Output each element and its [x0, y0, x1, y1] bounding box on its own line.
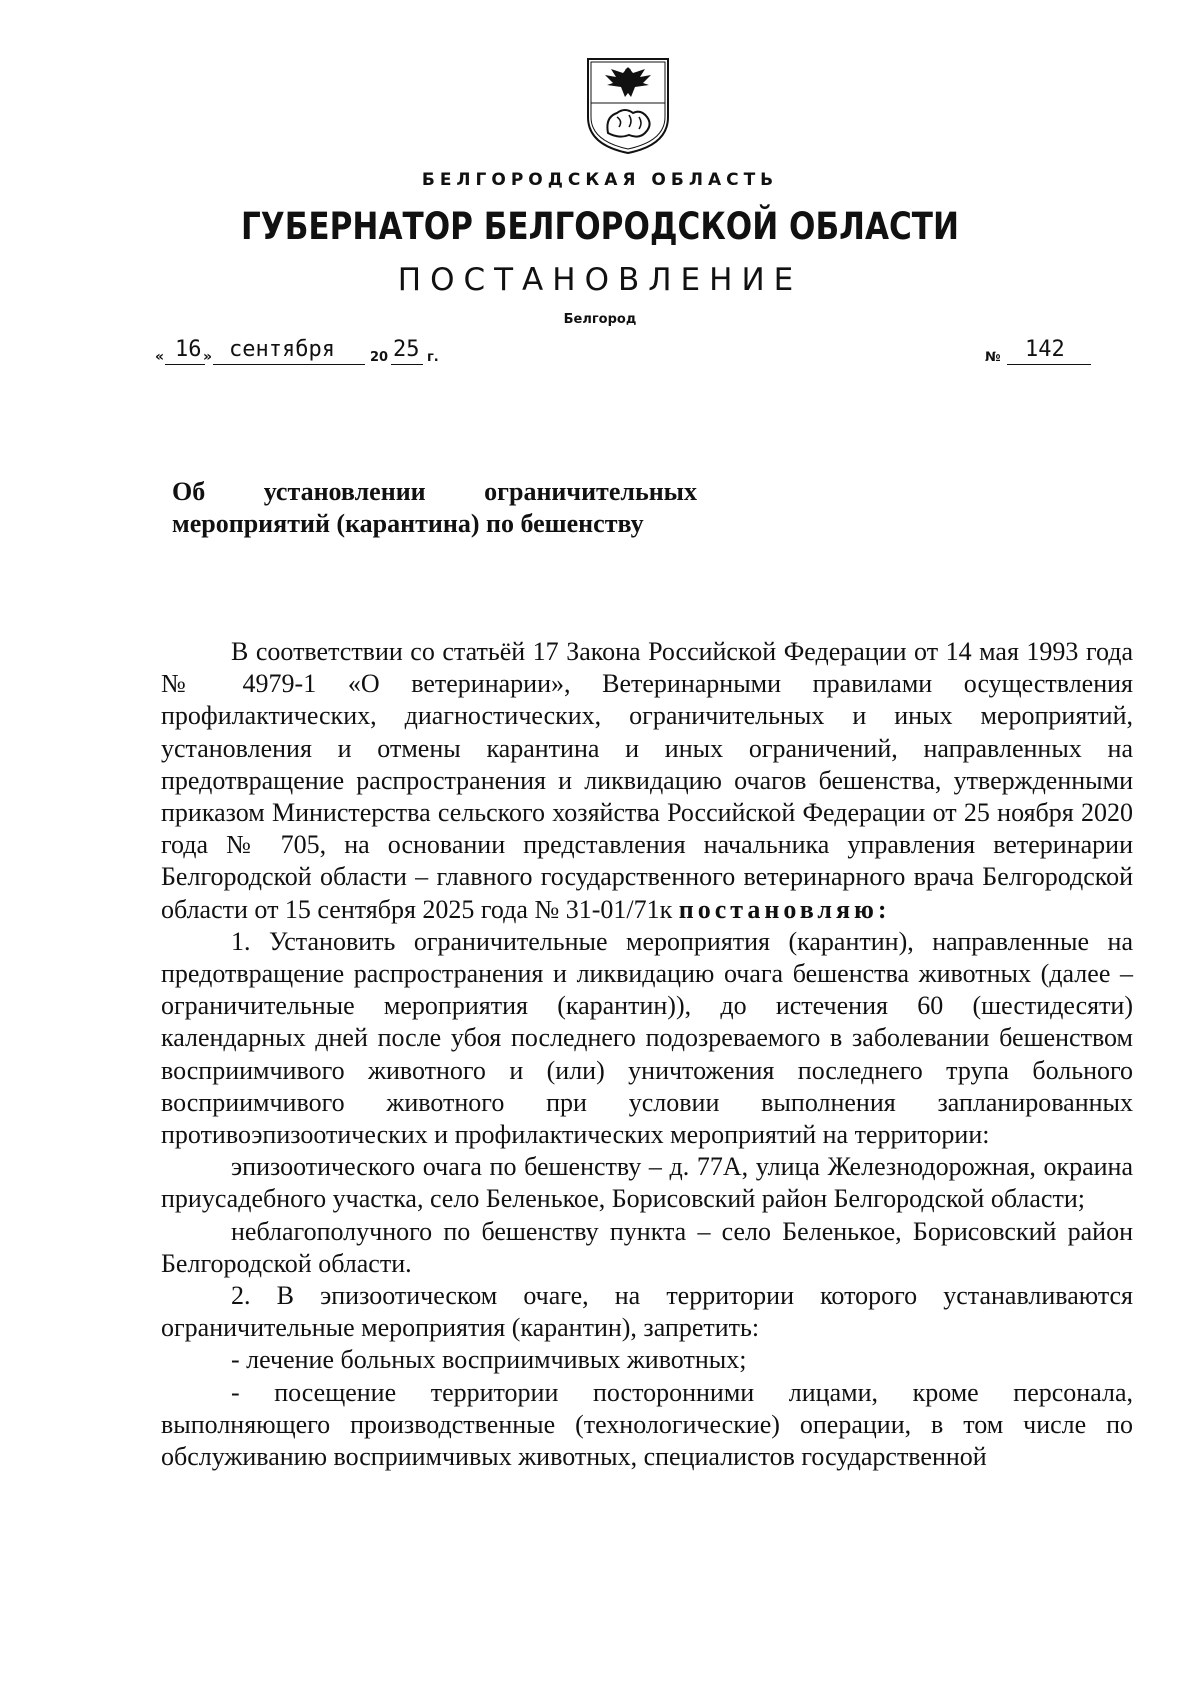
subject-line-2: мероприятий (карантина) по бешенству: [172, 509, 644, 538]
date-year-abbr: г.: [427, 350, 439, 365]
subject-line-1: [172, 476, 697, 508]
clause-2-item-treatment: - лечение больных восприимчивых животных;: [231, 1345, 747, 1375]
number-value: 142: [1025, 337, 1065, 362]
coat-of-arms-emblem: [583, 55, 673, 155]
document-number: [985, 335, 1105, 365]
subject-word-3: ограничительных: [484, 477, 697, 506]
clause-2: 2. В эпизоотическом очаге, на территории которого устанавливаются ограничительные мероприятия (карантин), запретить:: [161, 1281, 1133, 1343]
issue-city: Белгород: [563, 312, 637, 327]
document-body: [161, 636, 1133, 1473]
clause-1: 1. Установить ограничительные мероприятия (карантин), направленные на предотвращение распространения и ликвидацию очага бешенства животных (далее – ограничительные мероприятия (карантин)), до истечения 60 (шестидесяти) календарных дней после убоя последнего подозреваемого в заболевании бешенством восприимчивого животного и (или) уничтожения последнего трупа больного восприимчивого животного при условии выполнения запланированных противоэпизоотических и профилактических мероприятий на территории:: [161, 926, 1133, 1150]
date-year-suffix: 25: [393, 337, 420, 362]
preamble-paragraph: [161, 636, 1133, 926]
date-open-quote: «: [155, 349, 165, 365]
clause-2-item-visits: - посещение территории посторонними лицами, кроме персонала, выполняющего производственные (технологические) операции, в том числе по обслуживанию восприимчивых животных, специалистов государственной: [161, 1377, 1133, 1472]
date-month-underline: [213, 363, 365, 365]
document-type: ПОСТАНОВЛЕНИЕ: [397, 262, 803, 298]
date-day: 16: [175, 337, 202, 362]
number-sign: №: [985, 350, 1001, 365]
resolve-word: постановляю:: [678, 894, 891, 924]
subject-word-1: Об: [172, 477, 206, 506]
issue-date: [155, 335, 475, 365]
region-title: БЕЛГОРОДСКАЯ ОБЛАСТЬ: [421, 170, 779, 190]
clause-1-focus: эпизоотического очага по бешенству – д. 77А, улица Железнодорожная, окраина приусадебного участка, село Беленькое, Борисовский район Белгородской области;: [161, 1152, 1133, 1214]
date-day-underline: [165, 363, 205, 365]
preamble-text: В соответствии со статьёй 17 Закона Российской Федерации от 14 мая 1993 года № 4979-1 «О ветеринарии», Ветеринарными правилами осуществления профилактических, диагностических, ограничительных и иных мероприятий, установления и отмены карантина и иных ограничений, направленных на предотвращение распространения и ликвидацию очагов бешенства, утвержденными приказом Министерства сельского хозяйства Российской Федерации от 25 ноября 2020 года № 705, на основании представления начальника управления ветеринарии Белгородской области – главного государственного ветеринарного врача Белгородской области от 15 сентября 2025 года № 31-01/71к: [161, 637, 1133, 924]
governor-title: ГУБЕРНАТОР БЕЛГОРОДСКОЙ ОБЛАСТИ: [240, 205, 960, 248]
subject-word-2: установлении: [263, 477, 426, 506]
date-month: сентября: [229, 337, 335, 362]
date-year-prefix: 20: [370, 350, 389, 365]
clause-1-settlement: неблагополучного по бешенству пункта – село Беленькое, Борисовский район Белгородской области.: [161, 1216, 1133, 1278]
date-close-quote: »: [203, 349, 213, 365]
date-year-underline: [391, 363, 423, 365]
document-subject: [172, 476, 697, 540]
number-underline: [1007, 363, 1091, 365]
